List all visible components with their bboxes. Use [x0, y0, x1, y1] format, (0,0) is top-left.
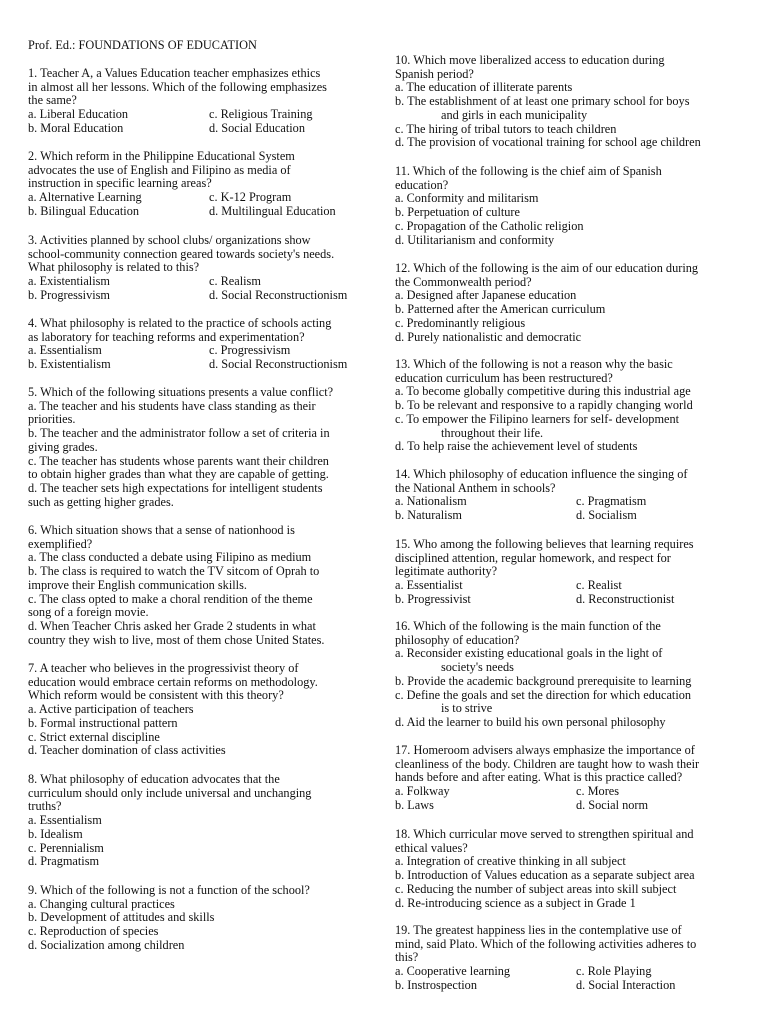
question-text: 6. Which situation shows that a sense of nationhood is exemplified?	[28, 523, 295, 551]
answer-option: d. Social Reconstructionism	[209, 357, 348, 372]
answer-option: d. When Teacher Chris asked her Grade 2 students in what country they wish to live, most of them chose United States.	[28, 618, 325, 647]
answer-option: a. Designed after Japanese education	[395, 288, 577, 303]
question-block	[395, 744, 747, 813]
answer-option: a. Essentialism	[28, 343, 102, 358]
answer-option: a. Changing cultural practices	[28, 896, 175, 911]
document-header: Prof. Ed.: FOUNDATIONS OF EDUCATION	[28, 38, 257, 52]
answer-option: a. The class conducted a debate using Filipino as medium	[28, 550, 312, 565]
answer-option: a. Essentialism	[28, 813, 102, 828]
answer-option: c. Predominantly religious	[395, 315, 526, 330]
answer-option: c. Mores	[576, 784, 620, 799]
answer-option: c. Define the goals and set the direction for which education	[395, 687, 692, 702]
question-text: 3. Activities planned by school clubs/ organizations show school-community connection geared towards society's needs. What philosophy is related to this?	[28, 233, 335, 275]
answer-options-grid	[395, 785, 747, 812]
answer-options-grid	[28, 344, 382, 371]
answer-option: c. Religious Training	[209, 107, 313, 122]
answer-options-grid	[395, 965, 747, 992]
answer-option: d. Teacher domination of class activities	[28, 743, 226, 758]
answer-option: b. Development of attitudes and skills	[28, 910, 215, 925]
answer-option: b. To be relevant and responsive to a rapidly changing world	[395, 398, 693, 413]
answer-option: b. Idealism	[28, 826, 83, 841]
answer-option: d. Socialization among children	[28, 937, 185, 952]
answer-option: a. Folkway	[395, 784, 450, 799]
answer-option: b. Progressivism	[28, 287, 110, 302]
answer-option: c. Progressivism	[209, 343, 291, 358]
question-text: 12. Which of the following is the aim of our education during the Commonwealth period?	[395, 261, 699, 289]
question-text: 1. Teacher A, a Values Education teacher emphasizes ethics in almost all her lessons. Which of the following emphasizes the same?	[28, 66, 327, 108]
question-text: 4. What philosophy is related to the practice of schools acting as laboratory for teaching reforms and experimentation?	[28, 316, 332, 344]
question-block	[395, 924, 747, 993]
question-block	[395, 828, 747, 910]
answer-option: b. Laws	[395, 797, 434, 812]
question-block	[395, 54, 747, 150]
question-text: 10. Which move liberalized access to education during Spanish period?	[395, 53, 665, 81]
answer-option-continuation: society's needs	[441, 660, 514, 675]
answer-option: d. Socialism	[576, 508, 637, 523]
answer-options-grid	[395, 579, 747, 606]
question-block	[28, 67, 382, 136]
answer-option: c. The hiring of tribal tutors to teach children	[395, 121, 617, 136]
question-block	[28, 150, 382, 219]
question-block	[28, 234, 382, 303]
answer-option: b. The class is required to watch the TV sitcom of Oprah to improve their English communication skills.	[28, 564, 320, 592]
answer-option: a. Active participation of teachers	[28, 702, 194, 717]
answer-option: a. Reconsider existing educational goals in the light of	[395, 646, 663, 661]
answer-option: c. To empower the Filipino learners for self- development	[395, 411, 680, 426]
answer-option: a. Existentialism	[28, 274, 110, 289]
question-text: 19. The greatest happiness lies in the contemplative use of mind, said Plato. Which of the following activities adheres to this?	[395, 923, 697, 965]
answer-option-continuation: is to strive	[441, 701, 493, 716]
answer-option: d. Social norm	[576, 797, 649, 812]
answer-option: d. The provision of vocational training for school age children	[395, 135, 701, 150]
question-text: 13. Which of the following is not a reason why the basic education curriculum has been restructured?	[395, 357, 673, 385]
answer-option: b. Perpetuation of culture	[395, 205, 520, 220]
answer-option: d. The teacher sets high expectations for intelligent students such as getting higher grades.	[28, 480, 323, 509]
answer-option: d. Re-introducing science as a subject in Grade 1	[395, 895, 636, 910]
answer-options-grid	[28, 275, 382, 302]
answer-option: c. The class opted to make a choral rendition of the theme song of a foreign movie.	[28, 591, 313, 620]
answer-option: a. Conformity and militarism	[395, 191, 539, 206]
answer-option-continuation: throughout their life.	[441, 425, 544, 440]
answer-option: c. Propagation of the Catholic religion	[395, 218, 584, 233]
answer-option: d. Pragmatism	[28, 854, 100, 869]
answer-option: c. Reducing the number of subject areas into skill subject	[395, 881, 677, 896]
answer-option: c. Strict external discipline	[28, 729, 160, 744]
question-text: 17. Homeroom advisers always emphasize the importance of cleanliness of the body. Children are taught how to wash their hands before and after eating. What is this practice called?	[395, 743, 700, 785]
answer-option: a. The education of illiterate parents	[395, 80, 573, 95]
answer-option-continuation: and girls in each municipality	[441, 107, 588, 122]
answer-option: d. Social Reconstructionism	[209, 287, 348, 302]
answer-options-grid	[28, 191, 382, 218]
question-text: 5. Which of the following situations presents a value conflict?	[28, 385, 334, 399]
answer-option: a. Essentialist	[395, 578, 463, 593]
answer-option: b. Progressivist	[395, 591, 471, 606]
question-text: 15. Who among the following believes that learning requires disciplined attention, regular homework, and respect for legitimate authority?	[395, 537, 694, 579]
question-text: 8. What philosophy of education advocates that the curriculum should only include universal and unchanging truths?	[28, 772, 312, 814]
answer-option: c. Realist	[576, 578, 622, 593]
question-block	[28, 317, 382, 372]
answer-option: d. Social Interaction	[576, 977, 676, 992]
answer-options-grid	[28, 108, 382, 135]
question-block	[395, 538, 747, 607]
question-text: 16. Which of the following is the main function of the philosophy of education?	[395, 619, 661, 647]
answer-option: d. Social Education	[209, 120, 305, 135]
answer-option: d. Purely nationalistic and democratic	[395, 329, 582, 344]
question-block	[395, 468, 747, 523]
question-block	[28, 386, 382, 509]
answer-option: a. The teacher and his students have class standing as their priorities.	[28, 398, 316, 427]
answer-option: d. Multilingual Education	[209, 203, 336, 218]
answer-option: c. Role Playing	[576, 964, 652, 979]
question-text: 14. Which philosophy of education influence the singing of the National Anthem in schools?	[395, 467, 688, 495]
answer-option: c. The teacher has students whose parents want their children to obtain higher grades than what they are capable of getting.	[28, 453, 329, 482]
answer-option: a. Nationalism	[395, 494, 467, 509]
answer-option: a. Integration of creative thinking in all subject	[395, 854, 626, 869]
answer-option: d. To help raise the achievement level of students	[395, 439, 638, 454]
answer-option: b. Existentialism	[28, 357, 111, 372]
answer-option: b. The teacher and the administrator follow a set of criteria in giving grades.	[28, 426, 330, 454]
question-block	[28, 662, 382, 758]
answer-option: c. Perennialism	[28, 840, 104, 855]
question-block	[395, 620, 747, 730]
answer-option: d. Aid the learner to build his own personal philosophy	[395, 714, 666, 729]
answer-option: b. The establishment of at least one primary school for boys	[395, 94, 690, 109]
question-block	[28, 773, 382, 869]
answer-option: a. Liberal Education	[28, 107, 129, 122]
answer-option: b. Naturalism	[395, 508, 462, 523]
question-block	[28, 884, 382, 953]
question-text: 2. Which reform in the Philippine Educational System advocates the use of English and Filipino as media of instruction in specific learning areas?	[28, 149, 295, 191]
question-text: 9. Which of the following is not a function of the school?	[28, 883, 310, 897]
question-text: 11. Which of the following is the chief aim of Spanish education?	[395, 164, 662, 192]
answer-option: b. Provide the academic background prerequisite to learning	[395, 673, 692, 688]
answer-option: c. Pragmatism	[576, 494, 647, 509]
answer-option: c. Reproduction of species	[28, 924, 159, 939]
answer-option: d. Reconstructionist	[576, 591, 675, 606]
question-text: 18. Which curricular move served to strengthen spiritual and ethical values?	[395, 827, 694, 855]
question-block	[395, 262, 747, 344]
answer-option: a. Cooperative learning	[395, 964, 511, 979]
answer-option: b. Formal instructional pattern	[28, 715, 178, 730]
answer-option: d. Utilitarianism and conformity	[395, 232, 555, 247]
answer-option: b. Instrospection	[395, 977, 477, 992]
question-block	[28, 524, 382, 647]
question-block	[395, 165, 747, 247]
answer-option: c. K-12 Program	[209, 190, 292, 205]
question-block	[395, 358, 747, 454]
answer-option: b. Bilingual Education	[28, 203, 139, 218]
answer-option: b. Introduction of Values education as a separate subject area	[395, 868, 695, 883]
answer-option: b. Moral Education	[28, 120, 124, 135]
answer-option: a. Alternative Learning	[28, 190, 142, 205]
answer-option: c. Realism	[209, 274, 261, 289]
answer-options-grid	[395, 495, 747, 522]
answer-option: b. Patterned after the American curriculum	[395, 302, 606, 317]
question-text: 7. A teacher who believes in the progressivist theory of education would embrace certain reforms on methodology. Which reform would be consistent with this theory?	[28, 661, 318, 703]
answer-option: a. To become globally competitive during this industrial age	[395, 384, 691, 399]
